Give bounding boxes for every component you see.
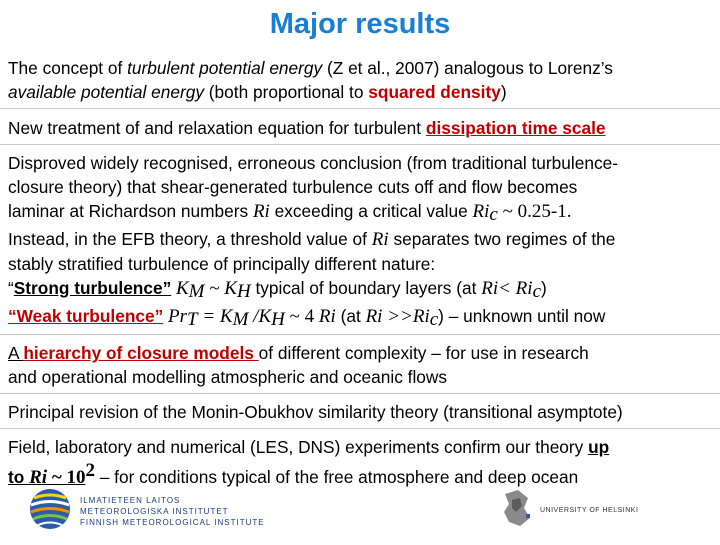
separator: [0, 144, 720, 145]
symbol: ~ 4: [284, 306, 319, 327]
result-paragraph-3: [8, 151, 718, 332]
subscript: H: [236, 281, 251, 302]
critical-value: ~ 0.25-1.: [497, 201, 572, 222]
line: [8, 227, 718, 252]
line: [8, 304, 718, 332]
subscript: c: [429, 309, 439, 330]
term-weak-turbulence: “Weak turbulence”: [8, 306, 164, 326]
text: (Z et al., 2007) analogous to Lorenz’s: [322, 58, 613, 78]
result-paragraph-4: [8, 341, 718, 389]
fmi-logo-line-2: METEOROLOGISKA INSTITUTET: [80, 507, 229, 516]
separator: [0, 334, 720, 335]
term-available-potential-energy: available potential energy: [8, 82, 204, 102]
highlight-squared-density: squared density: [368, 82, 501, 102]
line: [8, 199, 718, 227]
text: Field, laboratory and numerical (LES, DNS) experiments confirm our theory: [8, 437, 589, 457]
text: “: [8, 278, 14, 298]
emphasis-up: up: [588, 437, 610, 457]
symbol-ri: Ri: [472, 201, 490, 222]
fmi-logo-line-3: FINNISH METEOROLOGICAL INSTITUTE: [80, 518, 265, 527]
university-name: UNIVERSITY OF HELSINKI: [540, 507, 639, 514]
superscript: 2: [85, 460, 95, 481]
line: Disproved widely recognised, erroneous conclusion (from traditional turbulence-: [8, 153, 618, 173]
symbol-k: K: [171, 278, 189, 299]
symbol-ri: Ri: [252, 201, 270, 222]
text: – for conditions typical of the free atmosphere and deep ocean: [94, 467, 579, 487]
text: separates two regimes of the: [388, 229, 616, 249]
symbol-pr: Pr: [163, 306, 188, 327]
line: closure theory) that shear-generated turbulence cuts off and flow becomes: [8, 177, 578, 197]
text: The concept of: [8, 58, 128, 78]
symbol-ri: Ri: [29, 467, 48, 488]
fmi-logo-icon: [30, 489, 70, 529]
emphasis: to: [8, 467, 30, 487]
line: and operational modelling atmospheric and oceanic flows: [8, 367, 448, 387]
text: New treatment of and relaxation equation for turbulent: [8, 118, 426, 138]
result-paragraph-5: Principal revision of the Monin-Obukhov similarity theory (transitional asymptote): [8, 402, 623, 422]
subscript: M: [188, 281, 205, 302]
text: A: [8, 343, 24, 363]
line: [8, 341, 718, 365]
emphasis-value: ~ 10: [47, 467, 86, 488]
subscript: c: [489, 204, 498, 225]
line: [8, 276, 718, 304]
text: laminar at Richardson numbers: [8, 201, 253, 221]
slide-title: Major results: [269, 8, 451, 40]
subscript: M: [232, 309, 249, 330]
symbol-ri: Ri: [318, 306, 336, 327]
subscript: T: [187, 309, 198, 330]
text: of different complexity – for use in research: [258, 343, 589, 363]
separator: [0, 108, 720, 109]
footer-graphics: [0, 482, 720, 540]
term-turbulent-potential-energy: turbulent potential energy: [127, 58, 323, 78]
symbol-ri: Ri: [371, 229, 389, 250]
line: stably stratified turbulence of principally different nature:: [8, 254, 436, 274]
text: ): [500, 82, 507, 102]
subscript: c: [532, 281, 541, 302]
text: typical of boundary layers (at: [250, 278, 482, 298]
line: [8, 435, 718, 459]
line: [8, 80, 718, 104]
line: [8, 56, 718, 80]
symbol-k: = K: [197, 306, 233, 327]
text: ): [541, 278, 547, 298]
symbol-k: /K: [248, 306, 272, 327]
university-seal-icon: [504, 490, 530, 526]
text: Instead, in the EFB theory, a threshold value of: [8, 229, 372, 249]
separator: [0, 393, 720, 394]
text: ) – unknown until now: [438, 306, 606, 326]
text: exceeding a critical value: [269, 201, 473, 221]
symbol-ri: Ri< Ri: [481, 278, 533, 299]
subscript: H: [271, 309, 285, 330]
result-paragraph-1: [8, 56, 718, 104]
highlight-dissipation-time-scale: dissipation time scale: [425, 118, 606, 138]
separator: [0, 428, 720, 429]
result-paragraph-2: [8, 116, 718, 140]
text: (at: [335, 306, 366, 326]
highlight-hierarchy-of-closure-models: hierarchy of closure models: [23, 343, 259, 363]
term-strong-turbulence: Strong turbulence”: [13, 278, 172, 298]
symbol-ri: Ri >>Ri: [365, 306, 430, 327]
footer: [0, 482, 720, 540]
symbol-k: ~ K: [204, 278, 237, 299]
text: (both proportional to: [204, 82, 369, 102]
fmi-logo-line-1: ILMATIETEEN LAITOS: [80, 496, 181, 505]
